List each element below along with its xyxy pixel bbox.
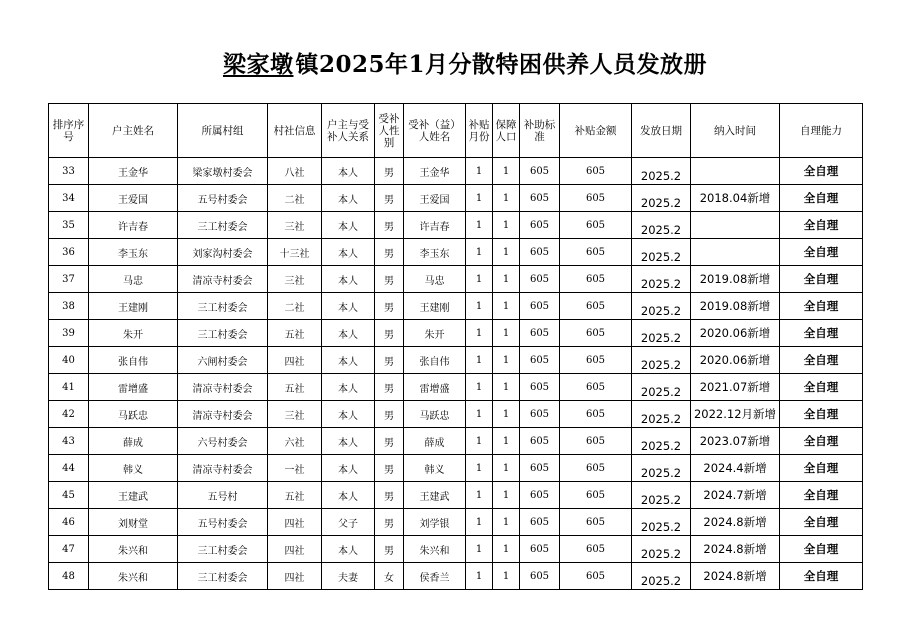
cell-village: 刘家沟村委会 — [178, 239, 268, 266]
cell-people: 1 — [493, 293, 520, 320]
col-header-relation: 户主与受补人关系 — [322, 104, 375, 158]
cell-standard: 605 — [520, 563, 560, 590]
cell-date — [632, 266, 691, 293]
cell-sex: 男 — [375, 509, 404, 536]
cell-no: 45 — [49, 482, 89, 509]
cell-group: 五社 — [268, 374, 322, 401]
cell-group: 四社 — [268, 536, 322, 563]
cell-amount: 605 — [560, 482, 632, 509]
cell-months: 1 — [466, 482, 493, 509]
col-header-recipient: 受补（益）人姓名 — [404, 104, 466, 158]
cell-ability: 全自理 — [780, 509, 863, 536]
cell-months: 1 — [466, 158, 493, 185]
cell-village: 五号村 — [178, 482, 268, 509]
cell-enrolled — [691, 212, 780, 239]
cell-months: 1 — [466, 266, 493, 293]
cell-enrolled: 2023.07新增 — [691, 428, 780, 455]
col-header-people: 保障人口 — [493, 104, 520, 158]
cell-date — [632, 374, 691, 401]
cell-ability: 全自理 — [780, 563, 863, 590]
table-row — [49, 212, 863, 239]
cell-head: 王建刚 — [89, 293, 178, 320]
cell-amount: 605 — [560, 428, 632, 455]
cell-head: 薛成 — [89, 428, 178, 455]
cell-months: 1 — [466, 401, 493, 428]
col-header-amount: 补贴金额 — [560, 104, 632, 158]
cell-group: 六社 — [268, 428, 322, 455]
cell-head: 朱兴和 — [89, 536, 178, 563]
col-header-no: 排序序号 — [49, 104, 89, 158]
cell-sex: 男 — [375, 212, 404, 239]
cell-date-text: 2025.2 — [640, 169, 682, 183]
cell-relation: 夫妻 — [322, 563, 375, 590]
cell-people: 1 — [493, 536, 520, 563]
cell-enrolled: 2024.8新增 — [691, 509, 780, 536]
cell-date-text: 2025.2 — [640, 385, 682, 399]
cell-standard: 605 — [520, 212, 560, 239]
cell-head: 王金华 — [89, 158, 178, 185]
cell-ability: 全自理 — [780, 320, 863, 347]
cell-standard: 605 — [520, 185, 560, 212]
cell-relation: 本人 — [322, 212, 375, 239]
cell-ability: 全自理 — [780, 482, 863, 509]
cell-village: 三工村委会 — [178, 212, 268, 239]
cell-village: 清凉寺村委会 — [178, 374, 268, 401]
table-row — [49, 428, 863, 455]
cell-people: 1 — [493, 320, 520, 347]
cell-relation: 本人 — [322, 428, 375, 455]
title-rest: 镇2025年1月分散特困供养人员发放册 — [295, 51, 708, 78]
table-row — [49, 401, 863, 428]
cell-months: 1 — [466, 185, 493, 212]
cell-recipient: 李玉东 — [404, 239, 466, 266]
cell-village: 清凉寺村委会 — [178, 455, 268, 482]
cell-enrolled: 2024.8新增 — [691, 563, 780, 590]
table-row — [49, 536, 863, 563]
cell-village: 五号村委会 — [178, 509, 268, 536]
cell-recipient: 薛成 — [404, 428, 466, 455]
cell-date-text: 2025.2 — [640, 439, 682, 453]
cell-enrolled — [691, 239, 780, 266]
cell-head: 王爱国 — [89, 185, 178, 212]
cell-months: 1 — [466, 347, 493, 374]
title-town: 梁家墩 — [222, 51, 294, 78]
cell-group: 一社 — [268, 455, 322, 482]
cell-amount: 605 — [560, 347, 632, 374]
cell-sex: 男 — [375, 482, 404, 509]
col-header-head: 户主姓名 — [89, 104, 178, 158]
cell-head: 马跃忠 — [89, 401, 178, 428]
table-row — [49, 266, 863, 293]
col-header-enrolled: 纳入时间 — [691, 104, 780, 158]
col-header-date: 发放日期 — [632, 104, 691, 158]
col-header-months: 补贴月份 — [466, 104, 493, 158]
cell-enrolled: 2022.12月新增 — [691, 401, 780, 428]
cell-no: 33 — [49, 158, 89, 185]
cell-no: 38 — [49, 293, 89, 320]
cell-people: 1 — [493, 158, 520, 185]
cell-date — [632, 563, 691, 590]
cell-head: 刘财堂 — [89, 509, 178, 536]
cell-sex: 男 — [375, 239, 404, 266]
cell-relation: 本人 — [322, 374, 375, 401]
cell-date-text: 2025.2 — [640, 223, 682, 237]
cell-sex: 男 — [375, 293, 404, 320]
cell-amount: 605 — [560, 212, 632, 239]
cell-group: 十三社 — [268, 239, 322, 266]
cell-people: 1 — [493, 239, 520, 266]
cell-date-text: 2025.2 — [640, 412, 682, 426]
cell-no: 47 — [49, 536, 89, 563]
cell-date — [632, 239, 691, 266]
cell-relation: 本人 — [322, 185, 375, 212]
cell-sex: 男 — [375, 158, 404, 185]
cell-amount: 605 — [560, 266, 632, 293]
cell-ability: 全自理 — [780, 239, 863, 266]
cell-sex: 男 — [375, 185, 404, 212]
table-row — [49, 185, 863, 212]
cell-ability: 全自理 — [780, 455, 863, 482]
cell-recipient: 韩义 — [404, 455, 466, 482]
cell-amount: 605 — [560, 455, 632, 482]
cell-group: 三社 — [268, 401, 322, 428]
cell-date-text: 2025.2 — [640, 574, 682, 588]
cell-standard: 605 — [520, 239, 560, 266]
cell-months: 1 — [466, 320, 493, 347]
cell-date-text: 2025.2 — [640, 304, 682, 318]
cell-date-text: 2025.2 — [640, 547, 682, 561]
cell-standard: 605 — [520, 536, 560, 563]
cell-village: 五号村委会 — [178, 185, 268, 212]
cell-date-text: 2025.2 — [640, 196, 682, 210]
col-header-group: 村社信息 — [268, 104, 322, 158]
cell-relation: 本人 — [322, 320, 375, 347]
cell-head: 张自伟 — [89, 347, 178, 374]
document-title — [0, 46, 910, 79]
cell-relation: 本人 — [322, 239, 375, 266]
cell-enrolled: 2020.06新增 — [691, 320, 780, 347]
cell-amount: 605 — [560, 563, 632, 590]
cell-standard: 605 — [520, 320, 560, 347]
cell-date — [632, 347, 691, 374]
cell-no: 43 — [49, 428, 89, 455]
cell-people: 1 — [493, 347, 520, 374]
cell-sex: 男 — [375, 374, 404, 401]
cell-months: 1 — [466, 509, 493, 536]
cell-no: 37 — [49, 266, 89, 293]
cell-group: 三社 — [268, 266, 322, 293]
cell-recipient: 王建刚 — [404, 293, 466, 320]
cell-date — [632, 293, 691, 320]
cell-ability: 全自理 — [780, 347, 863, 374]
cell-ability: 全自理 — [780, 374, 863, 401]
cell-no: 39 — [49, 320, 89, 347]
cell-amount: 605 — [560, 536, 632, 563]
cell-ability: 全自理 — [780, 536, 863, 563]
cell-group: 四社 — [268, 563, 322, 590]
cell-date — [632, 428, 691, 455]
cell-village: 三工村委会 — [178, 536, 268, 563]
table-row — [49, 320, 863, 347]
cell-group: 四社 — [268, 347, 322, 374]
cell-standard: 605 — [520, 158, 560, 185]
col-header-ability: 自理能力 — [780, 104, 863, 158]
cell-months: 1 — [466, 374, 493, 401]
cell-amount: 605 — [560, 401, 632, 428]
cell-date — [632, 482, 691, 509]
cell-enrolled: 2024.7新增 — [691, 482, 780, 509]
cell-months: 1 — [466, 293, 493, 320]
cell-recipient: 王金华 — [404, 158, 466, 185]
cell-standard: 605 — [520, 455, 560, 482]
cell-ability: 全自理 — [780, 158, 863, 185]
cell-standard: 605 — [520, 401, 560, 428]
table-row — [49, 455, 863, 482]
cell-sex: 男 — [375, 428, 404, 455]
cell-relation: 本人 — [322, 347, 375, 374]
cell-head: 许吉春 — [89, 212, 178, 239]
cell-no: 34 — [49, 185, 89, 212]
cell-months: 1 — [466, 563, 493, 590]
cell-standard: 605 — [520, 266, 560, 293]
cell-group: 五社 — [268, 320, 322, 347]
cell-head: 雷增盛 — [89, 374, 178, 401]
cell-date-text: 2025.2 — [640, 277, 682, 291]
cell-date-text: 2025.2 — [640, 331, 682, 345]
cell-group: 八社 — [268, 158, 322, 185]
cell-group: 三社 — [268, 212, 322, 239]
cell-no: 48 — [49, 563, 89, 590]
table-row — [49, 239, 863, 266]
cell-relation: 本人 — [322, 455, 375, 482]
table-row — [49, 563, 863, 590]
cell-relation: 本人 — [322, 158, 375, 185]
cell-head: 朱开 — [89, 320, 178, 347]
cell-ability: 全自理 — [780, 266, 863, 293]
cell-no: 46 — [49, 509, 89, 536]
cell-recipient: 王爱国 — [404, 185, 466, 212]
col-header-village: 所属村组 — [178, 104, 268, 158]
cell-village: 六号村委会 — [178, 428, 268, 455]
cell-sex: 男 — [375, 455, 404, 482]
table-row — [49, 347, 863, 374]
cell-relation: 本人 — [322, 401, 375, 428]
cell-recipient: 朱兴和 — [404, 536, 466, 563]
cell-relation: 本人 — [322, 266, 375, 293]
roster-body — [49, 158, 863, 590]
cell-date — [632, 320, 691, 347]
table-row — [49, 374, 863, 401]
cell-recipient: 张自伟 — [404, 347, 466, 374]
cell-months: 1 — [466, 239, 493, 266]
cell-village: 三工村委会 — [178, 293, 268, 320]
cell-date-text: 2025.2 — [640, 493, 682, 507]
cell-recipient: 雷增盛 — [404, 374, 466, 401]
cell-amount: 605 — [560, 374, 632, 401]
cell-enrolled: 2024.8新增 — [691, 536, 780, 563]
cell-people: 1 — [493, 401, 520, 428]
cell-group: 二社 — [268, 293, 322, 320]
cell-date — [632, 185, 691, 212]
cell-village: 三工村委会 — [178, 563, 268, 590]
cell-enrolled: 2019.08新增 — [691, 266, 780, 293]
cell-ability: 全自理 — [780, 428, 863, 455]
cell-people: 1 — [493, 428, 520, 455]
table-row — [49, 293, 863, 320]
cell-recipient: 刘学银 — [404, 509, 466, 536]
cell-people: 1 — [493, 212, 520, 239]
cell-head: 朱兴和 — [89, 563, 178, 590]
cell-recipient: 朱开 — [404, 320, 466, 347]
cell-no: 40 — [49, 347, 89, 374]
cell-sex: 男 — [375, 536, 404, 563]
cell-months: 1 — [466, 428, 493, 455]
cell-recipient: 马跃忠 — [404, 401, 466, 428]
cell-no: 36 — [49, 239, 89, 266]
cell-date — [632, 158, 691, 185]
cell-recipient: 王建武 — [404, 482, 466, 509]
cell-date-text: 2025.2 — [640, 520, 682, 534]
cell-head: 马忠 — [89, 266, 178, 293]
cell-head: 王建武 — [89, 482, 178, 509]
table-row — [49, 509, 863, 536]
cell-sex: 男 — [375, 347, 404, 374]
cell-months: 1 — [466, 536, 493, 563]
cell-village: 清凉寺村委会 — [178, 266, 268, 293]
cell-amount: 605 — [560, 158, 632, 185]
cell-amount: 605 — [560, 320, 632, 347]
cell-enrolled: 2024.4新增 — [691, 455, 780, 482]
cell-standard: 605 — [520, 428, 560, 455]
cell-amount: 605 — [560, 239, 632, 266]
cell-standard: 605 — [520, 482, 560, 509]
cell-village: 清凉寺村委会 — [178, 401, 268, 428]
cell-ability: 全自理 — [780, 185, 863, 212]
cell-recipient: 许吉春 — [404, 212, 466, 239]
cell-recipient: 马忠 — [404, 266, 466, 293]
cell-no: 41 — [49, 374, 89, 401]
cell-relation: 本人 — [322, 482, 375, 509]
cell-recipient: 侯香兰 — [404, 563, 466, 590]
cell-date-text: 2025.2 — [640, 466, 682, 480]
roster-table — [48, 103, 863, 590]
cell-village: 三工村委会 — [178, 320, 268, 347]
cell-head: 李玉东 — [89, 239, 178, 266]
table-row — [49, 158, 863, 185]
cell-group: 四社 — [268, 509, 322, 536]
cell-date — [632, 509, 691, 536]
cell-sex: 男 — [375, 401, 404, 428]
cell-ability: 全自理 — [780, 212, 863, 239]
cell-months: 1 — [466, 455, 493, 482]
col-header-sex: 受补人性别 — [375, 104, 404, 158]
cell-standard: 605 — [520, 374, 560, 401]
cell-sex: 女 — [375, 563, 404, 590]
cell-standard: 605 — [520, 509, 560, 536]
cell-standard: 605 — [520, 293, 560, 320]
cell-people: 1 — [493, 563, 520, 590]
cell-date — [632, 212, 691, 239]
cell-date-text: 2025.2 — [640, 358, 682, 372]
cell-sex: 男 — [375, 320, 404, 347]
cell-date-text: 2025.2 — [640, 250, 682, 264]
cell-enrolled: 2021.07新增 — [691, 374, 780, 401]
cell-people: 1 — [493, 455, 520, 482]
cell-sex: 男 — [375, 266, 404, 293]
cell-village: 梁家墩村委会 — [178, 158, 268, 185]
table-row — [49, 482, 863, 509]
cell-standard: 605 — [520, 347, 560, 374]
cell-relation: 本人 — [322, 293, 375, 320]
cell-months: 1 — [466, 212, 493, 239]
cell-relation: 本人 — [322, 536, 375, 563]
cell-enrolled: 2019.08新增 — [691, 293, 780, 320]
cell-village: 六闸村委会 — [178, 347, 268, 374]
header-row — [49, 104, 863, 158]
cell-people: 1 — [493, 509, 520, 536]
cell-no: 42 — [49, 401, 89, 428]
cell-no: 44 — [49, 455, 89, 482]
cell-date — [632, 401, 691, 428]
cell-group: 二社 — [268, 185, 322, 212]
cell-date — [632, 455, 691, 482]
cell-enrolled: 2020.06新增 — [691, 347, 780, 374]
cell-relation: 父子 — [322, 509, 375, 536]
cell-amount: 605 — [560, 293, 632, 320]
cell-group: 五社 — [268, 482, 322, 509]
cell-enrolled: 2018.04新增 — [691, 185, 780, 212]
cell-enrolled — [691, 158, 780, 185]
cell-people: 1 — [493, 185, 520, 212]
cell-people: 1 — [493, 266, 520, 293]
cell-head: 韩义 — [89, 455, 178, 482]
cell-no: 35 — [49, 212, 89, 239]
cell-people: 1 — [493, 482, 520, 509]
cell-amount: 605 — [560, 509, 632, 536]
cell-ability: 全自理 — [780, 293, 863, 320]
cell-ability: 全自理 — [780, 401, 863, 428]
cell-date — [632, 536, 691, 563]
cell-amount: 605 — [560, 185, 632, 212]
col-header-standard: 补助标准 — [520, 104, 560, 158]
cell-people: 1 — [493, 374, 520, 401]
